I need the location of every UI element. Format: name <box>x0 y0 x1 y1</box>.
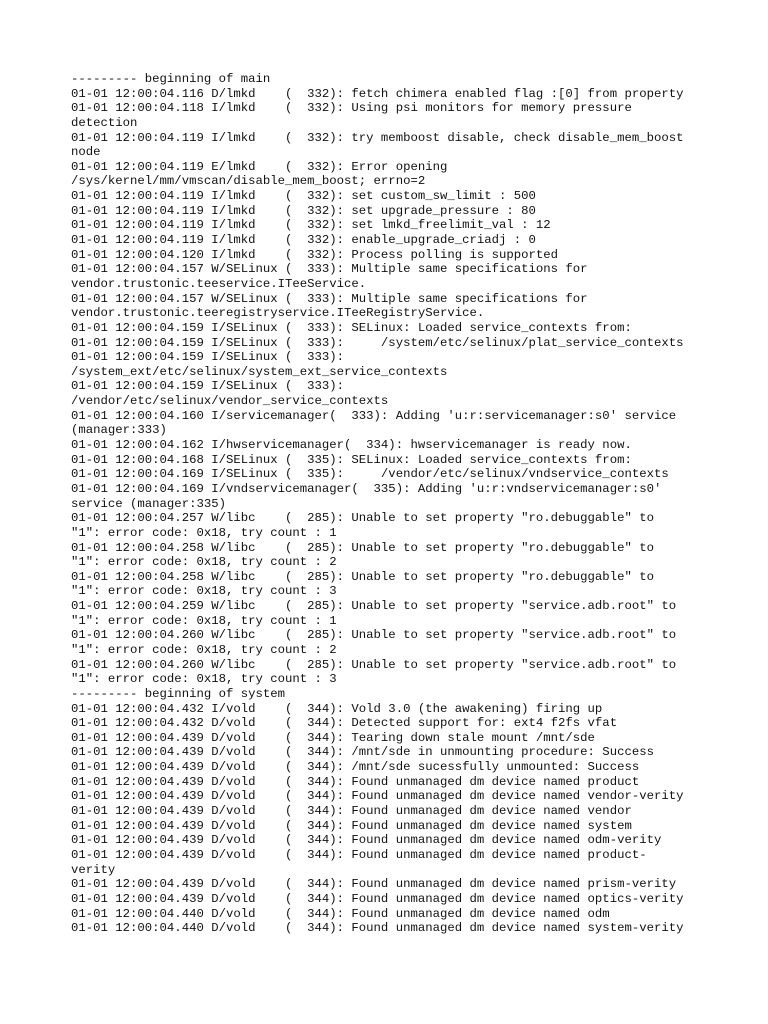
log-line: 01-01 12:00:04.119 I/lmkd ( 332): try memboost disable, check disable_mem_boost <box>71 130 684 145</box>
log-line: 01-01 12:00:04.259 W/libc ( 285): Unable to set property "service.adb.root" to <box>71 599 677 614</box>
log-line: 01-01 12:00:04.119 I/lmkd ( 332): set custom_sw_limit : 500 <box>71 189 536 204</box>
log-line: --------- beginning of system <box>71 686 286 701</box>
log-line: 01-01 12:00:04.260 W/libc ( 285): Unable to set property "service.adb.root" to <box>71 657 677 672</box>
log-line: 01-01 12:00:04.439 D/vold ( 344): Tearing down stale mount /mnt/sde <box>71 730 595 745</box>
log-line: "1": error code: 0x18, try count : 1 <box>71 613 337 628</box>
log-line: service (manager:335) <box>71 496 226 511</box>
log-line: "1": error code: 0x18, try count : 1 <box>71 525 337 540</box>
log-line: 01-01 12:00:04.439 D/vold ( 344): Found unmanaged dm device named product <box>71 774 640 789</box>
log-line: "1": error code: 0x18, try count : 3 <box>71 584 337 599</box>
log-line: 01-01 12:00:04.169 I/vndservicemanager( 335): Adding 'u:r:vndservicemanager:s0' <box>71 481 662 496</box>
log-line: --------- beginning of main <box>71 72 271 86</box>
log-line: 01-01 12:00:04.439 D/vold ( 344): Found unmanaged dm device named product- <box>71 847 647 862</box>
log-line: vendor.trustonic.teeregistryservice.ITeeRegistryService. <box>71 306 485 321</box>
log-line: 01-01 12:00:04.439 D/vold ( 344): Found unmanaged dm device named vendor-verity <box>71 789 684 804</box>
log-line: /sys/kernel/mm/vmscan/disable_mem_boost; errno=2 <box>71 174 426 189</box>
log-line: 01-01 12:00:04.439 D/vold ( 344): /mnt/sde in unmounting procedure: Success <box>71 745 654 760</box>
log-line: 01-01 12:00:04.120 I/lmkd ( 332): Process polling is supported <box>71 247 559 262</box>
log-line: node <box>71 145 101 160</box>
log-line: 01-01 12:00:04.119 E/lmkd ( 332): Error opening <box>71 159 448 174</box>
log-line: 01-01 12:00:04.439 D/vold ( 344): Found unmanaged dm device named prism-verity <box>71 877 677 892</box>
log-output <box>71 72 711 936</box>
log-line: 01-01 12:00:04.159 I/SELinux ( 333): <box>71 379 345 394</box>
log-line: 01-01 12:00:04.119 I/lmkd ( 332): set upgrade_pressure : 80 <box>71 203 536 218</box>
log-line: 01-01 12:00:04.159 I/SELinux ( 333): SELinux: Loaded service_contexts from: <box>71 320 632 335</box>
log-line: 01-01 12:00:04.160 I/servicemanager( 333): Adding 'u:r:servicemanager:s0' service <box>71 408 677 423</box>
log-line: 01-01 12:00:04.432 I/vold ( 344): Vold 3.0 (the awakening) firing up <box>71 701 603 716</box>
log-line: 01-01 12:00:04.168 I/SELinux ( 335): SELinux: Loaded service_contexts from: <box>71 452 632 467</box>
log-line: 01-01 12:00:04.439 D/vold ( 344): Found unmanaged dm device named odm-verity <box>71 833 662 848</box>
log-line: 01-01 12:00:04.159 I/SELinux ( 333): <box>71 350 345 365</box>
log-line: 01-01 12:00:04.439 D/vold ( 344): Found unmanaged dm device named system <box>71 818 632 833</box>
log-line: vendor.trustonic.teeservice.ITeeService. <box>71 276 367 291</box>
log-line: 01-01 12:00:04.162 I/hwservicemanager( 334): hwservicemanager is ready now. <box>71 438 632 453</box>
log-line: "1": error code: 0x18, try count : 3 <box>71 672 337 687</box>
log-line: 01-01 12:00:04.258 W/libc ( 285): Unable to set property "ro.debuggable" to <box>71 569 654 584</box>
log-line: 01-01 12:00:04.260 W/libc ( 285): Unable to set property "service.adb.root" to <box>71 628 677 643</box>
log-line: 01-01 12:00:04.440 D/vold ( 344): Found unmanaged dm device named system-verity <box>71 921 684 936</box>
log-line: 01-01 12:00:04.432 D/vold ( 344): Detected support for: ext4 f2fs vfat <box>71 716 618 731</box>
log-line: "1": error code: 0x18, try count : 2 <box>71 642 337 657</box>
log-line: 01-01 12:00:04.439 D/vold ( 344): /mnt/sde sucessfully unmounted: Success <box>71 760 640 775</box>
log-line: 01-01 12:00:04.440 D/vold ( 344): Found unmanaged dm device named odm <box>71 906 610 921</box>
log-line: 01-01 12:00:04.157 W/SELinux ( 333): Multiple same specifications for <box>71 291 588 306</box>
log-line: 01-01 12:00:04.119 I/lmkd ( 332): enable_upgrade_criadj : 0 <box>71 233 536 248</box>
log-line: /vendor/etc/selinux/vendor_service_contexts <box>71 394 389 409</box>
log-line: 01-01 12:00:04.159 I/SELinux ( 333): /system/etc/selinux/plat_service_contexts <box>71 335 684 350</box>
log-line: 01-01 12:00:04.258 W/libc ( 285): Unable to set property "ro.debuggable" to <box>71 540 654 555</box>
log-line: "1": error code: 0x18, try count : 2 <box>71 555 337 570</box>
log-line: 01-01 12:00:04.439 D/vold ( 344): Found unmanaged dm device named vendor <box>71 804 632 819</box>
log-line: detection <box>71 115 138 130</box>
log-line: 01-01 12:00:04.439 D/vold ( 344): Found unmanaged dm device named optics-verity <box>71 891 684 906</box>
log-line: verity <box>71 862 116 877</box>
log-line: 01-01 12:00:04.116 D/lmkd ( 332): fetch chimera enabled flag :[0] from property <box>71 86 684 101</box>
log-line: 01-01 12:00:04.169 I/SELinux ( 335): /vendor/etc/selinux/vndservice_contexts <box>71 467 669 482</box>
log-line: 01-01 12:00:04.257 W/libc ( 285): Unable to set property "ro.debuggable" to <box>71 511 654 526</box>
log-line: 01-01 12:00:04.157 W/SELinux ( 333): Multiple same specifications for <box>71 262 588 277</box>
log-line: /system_ext/etc/selinux/system_ext_service_contexts <box>71 364 448 379</box>
log-line: (manager:333) <box>71 423 167 438</box>
log-line: 01-01 12:00:04.119 I/lmkd ( 332): set lmkd_freelimit_val : 12 <box>71 218 551 233</box>
log-line: 01-01 12:00:04.118 I/lmkd ( 332): Using psi monitors for memory pressure <box>71 101 632 116</box>
